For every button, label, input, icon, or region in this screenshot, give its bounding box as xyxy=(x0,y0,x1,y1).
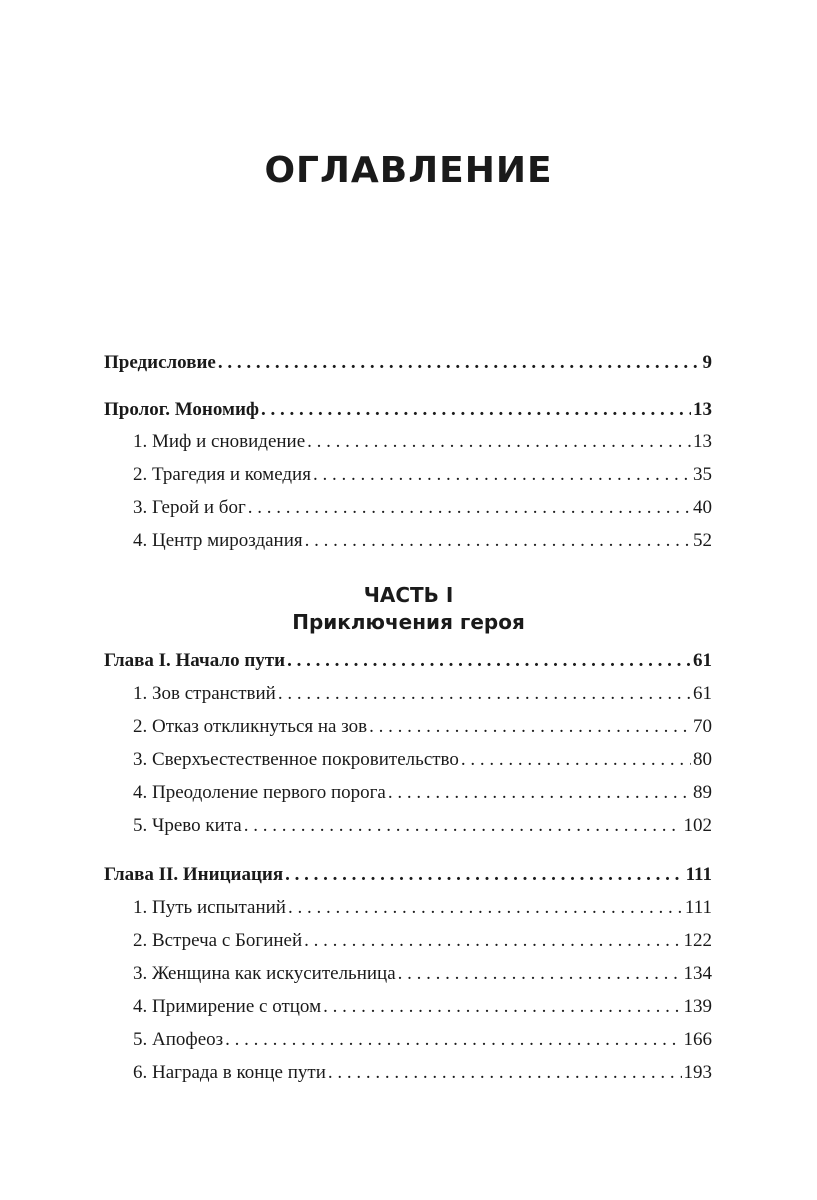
leader-dots xyxy=(369,714,691,740)
toc-entry-page: 13 xyxy=(693,399,712,420)
toc-entry-page: 193 xyxy=(683,1062,712,1083)
toc-subentry[interactable] xyxy=(133,813,712,839)
toc-entry-label: 3. Женщина как искусительница xyxy=(133,963,396,984)
leader-dots xyxy=(305,528,691,554)
toc-entry-label: 4. Примирение с отцом xyxy=(133,996,322,1017)
toc-entry-label: Предисловие xyxy=(104,352,216,373)
leader-dots xyxy=(285,862,683,888)
toc-entry-page: 111 xyxy=(684,897,712,918)
leader-dots xyxy=(323,994,681,1020)
toc-subentry[interactable] xyxy=(133,681,712,707)
toc-subentry[interactable] xyxy=(133,994,712,1020)
toc-entry-label: 3. Герой и бог xyxy=(133,497,246,518)
toc-entry-label: Глава I. Начало пути xyxy=(104,650,286,671)
toc-entry-label: 1. Путь испытаний xyxy=(133,897,286,918)
leader-dots xyxy=(288,895,683,921)
toc-entry-page: 111 xyxy=(685,864,712,885)
toc-entry-page: 52 xyxy=(693,530,712,551)
toc-entry-preface[interactable] xyxy=(104,350,712,376)
toc-entry-page: 122 xyxy=(683,930,712,951)
leader-dots xyxy=(304,928,681,954)
toc-entry-page: 9 xyxy=(702,352,712,373)
part-name: Приключения героя xyxy=(292,610,525,634)
toc-entry-chapter-1[interactable] xyxy=(104,648,712,674)
leader-dots xyxy=(244,813,682,839)
toc-subentry[interactable] xyxy=(133,1027,712,1053)
leader-dots xyxy=(398,961,682,987)
toc-entry-page: 80 xyxy=(693,749,712,770)
toc-subentry[interactable] xyxy=(133,780,712,806)
toc-entry-page: 40 xyxy=(693,497,712,518)
toc-entry-page: 61 xyxy=(693,683,712,704)
leader-dots xyxy=(461,747,691,773)
toc-entry-label: 1. Зов странствий xyxy=(133,683,276,704)
toc-subentry[interactable] xyxy=(133,747,712,773)
toc-entry-page: 139 xyxy=(683,996,712,1017)
toc-entry-label: Глава II. Инициация xyxy=(104,864,284,885)
toc-entry-label: 6. Награда в конце пути xyxy=(133,1062,326,1083)
toc-entry-page: 134 xyxy=(683,963,712,984)
toc-entry-label: 2. Отказ откликнуться на зов xyxy=(133,716,368,737)
toc-entry-label: 1. Миф и сновидение xyxy=(133,431,306,452)
leader-dots xyxy=(261,397,691,423)
toc-subentry[interactable] xyxy=(133,714,712,740)
toc-entry-label: Пролог. Мономиф xyxy=(104,399,260,420)
toc-entry-page: 166 xyxy=(683,1029,712,1050)
toc-subentry[interactable] xyxy=(133,928,712,954)
toc-subentry[interactable] xyxy=(133,895,712,921)
toc-entry-label: 2. Встреча с Богиней xyxy=(133,930,303,951)
toc-entry-label: 4. Центр мироздания xyxy=(133,530,303,551)
leader-dots xyxy=(328,1060,682,1086)
leader-dots xyxy=(278,681,691,707)
toc-subentry[interactable] xyxy=(133,429,712,455)
part-number: ЧАСТЬ I xyxy=(363,583,454,607)
toc-entry-page: 102 xyxy=(683,815,712,836)
leader-dots xyxy=(218,350,701,376)
toc-entry-page: 70 xyxy=(693,716,712,737)
toc-subentry[interactable] xyxy=(133,462,712,488)
toc-entry-chapter-2[interactable] xyxy=(104,862,712,888)
toc-subentry[interactable] xyxy=(133,961,712,987)
leader-dots xyxy=(225,1027,681,1053)
toc-entry-page: 61 xyxy=(693,650,712,671)
toc-entry-page: 35 xyxy=(693,464,712,485)
leader-dots xyxy=(248,495,691,521)
toc-entry-label: 4. Преодоление первого порога xyxy=(133,782,386,803)
leader-dots xyxy=(388,780,691,806)
toc-subentry[interactable] xyxy=(133,495,712,521)
toc-entry-label: 5. Апофеоз xyxy=(133,1029,224,1050)
leader-dots xyxy=(307,429,691,455)
toc-entry-prologue[interactable] xyxy=(104,397,712,423)
toc-subentry[interactable] xyxy=(133,528,712,554)
toc-entry-page: 13 xyxy=(693,431,712,452)
toc-entry-label: 2. Трагедия и комедия xyxy=(133,464,311,485)
toc-subentry[interactable] xyxy=(133,1060,712,1086)
leader-dots xyxy=(287,648,691,674)
toc-entry-page: 89 xyxy=(693,782,712,803)
page-title: ОГЛАВЛЕНИЕ xyxy=(264,150,553,191)
toc-entry-label: 3. Сверхъестественное покровительство xyxy=(133,749,459,770)
toc-entry-label: 5. Чрево кита xyxy=(133,815,242,836)
leader-dots xyxy=(313,462,691,488)
